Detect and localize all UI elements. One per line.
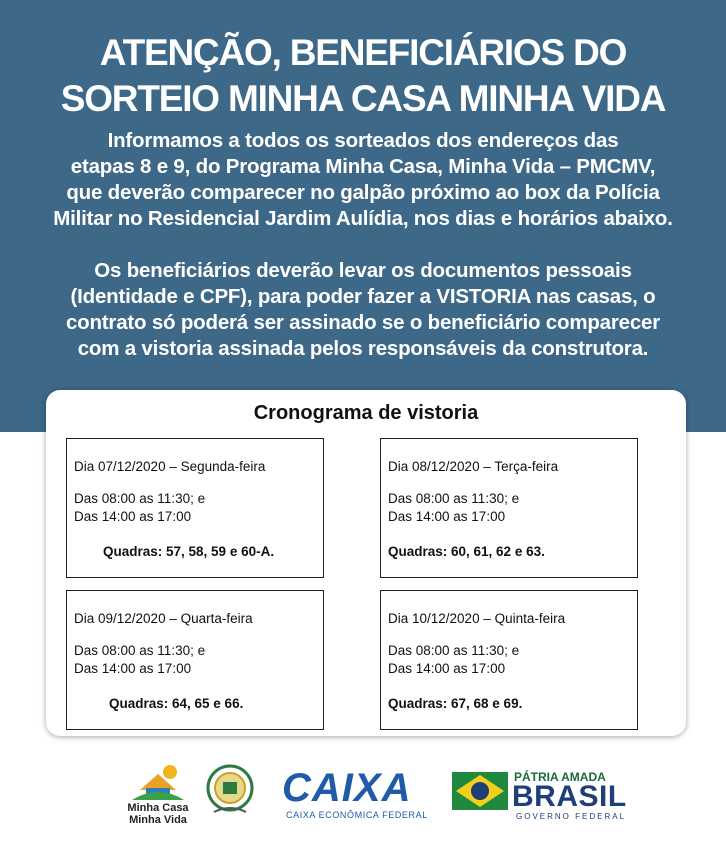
municipal-seal-icon (204, 762, 256, 820)
caixa-logo (282, 768, 438, 828)
paragraph-line: que deverão comparecer no galpão próximo ao box da Polícia (66, 181, 660, 204)
schedule-day-box (380, 590, 638, 730)
day-date: Dia 09/12/2020 – Quarta-feira (74, 611, 253, 626)
schedule-day-box (380, 438, 638, 578)
day-hours-morning: Das 08:00 as 11:30; e (74, 643, 206, 658)
paragraph-line: contrato só poderá ser assinado se o beneficiário comparecer (65, 311, 661, 334)
day-blocks: Quadras: 57, 58, 59 e 60-A. (103, 544, 275, 559)
logo-bar (0, 760, 726, 830)
mcmv-label (118, 802, 198, 826)
schedule-day-box (66, 590, 324, 730)
schedule-title: Cronograma de vistoria (253, 402, 479, 424)
day-date: Dia 10/12/2020 – Quinta-feira (388, 611, 566, 626)
mcmv-line: Minha Vida (129, 814, 187, 826)
day-date: Dia 08/12/2020 – Terça-feira (388, 459, 559, 474)
brasil-tagline: PÁTRIA AMADA (514, 770, 606, 784)
minha-casa-minha-vida-logo (118, 760, 198, 830)
paragraph-line: (Identidade e CPF), para poder fazer a VISTORIA nas casas, o (70, 285, 656, 308)
intro-paragraph (8, 128, 718, 232)
governo-federal-logo (452, 768, 627, 828)
day-hours-morning: Das 08:00 as 11:30; e (388, 643, 520, 658)
day-date: Dia 07/12/2020 – Segunda-feira (74, 459, 266, 474)
governo-federal-label: GOVERNO FEDERAL (516, 812, 627, 821)
brasil-wordmark: BRASIL (512, 780, 627, 813)
day-blocks: Quadras: 60, 61, 62 e 63. (388, 544, 545, 559)
day-hours-morning: Das 08:00 as 11:30; e (388, 491, 520, 506)
title-line: SORTEIO MINHA CASA MINHA VIDA (60, 78, 666, 119)
brazil-flag-icon (452, 768, 508, 814)
paragraph-line: Informamos a todos os sorteados dos endereços das (107, 129, 619, 152)
caixa-subtitle: CAIXA ECONÔMICA FEDERAL (286, 810, 428, 820)
mcmv-line: Minha Casa (127, 802, 189, 814)
day-hours-afternoon: Das 14:00 as 17:00 (388, 661, 506, 676)
day-hours-afternoon: Das 14:00 as 17:00 (74, 509, 192, 524)
schedule-day-box (66, 438, 324, 578)
page-title (0, 30, 726, 122)
paragraph-line: Os beneficiários deverão levar os documentos pessoais (94, 259, 632, 282)
day-hours-afternoon: Das 14:00 as 17:00 (388, 509, 506, 524)
day-hours-afternoon: Das 14:00 as 17:00 (74, 661, 192, 676)
title-line: ATENÇÃO, BENEFICIÁRIOS DO (99, 32, 627, 73)
day-hours-morning: Das 08:00 as 11:30; e (74, 491, 206, 506)
day-blocks: Quadras: 67, 68 e 69. (388, 696, 523, 711)
paragraph-line: etapas 8 e 9, do Programa Minha Casa, Minha Vida – PMCMV, (70, 155, 656, 178)
house-icon (118, 760, 198, 802)
paragraph-line: com a vistoria assinada pelos responsáveis da construtora. (77, 337, 649, 360)
paragraph-line: Militar no Residencial Jardim Aulídia, nos dias e horários abaixo. (53, 207, 673, 230)
day-blocks: Quadras: 64, 65 e 66. (109, 696, 244, 711)
caixa-wordmark: CAIXA (282, 766, 412, 810)
documents-paragraph (8, 258, 718, 362)
